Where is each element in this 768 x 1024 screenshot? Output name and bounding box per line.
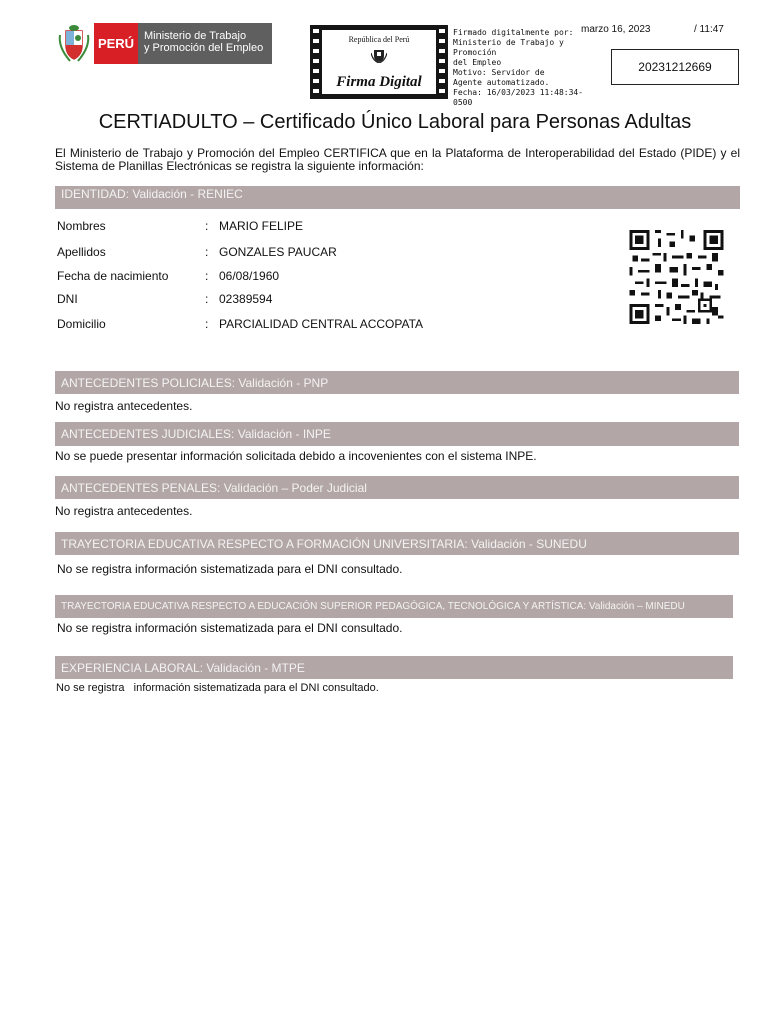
identity-label-apellidos: Apellidos (57, 245, 106, 259)
page-title: CERTIADULTO – Certificado Único Laboral para Personas Adultas (98, 111, 692, 133)
identity-colon: : (205, 269, 209, 283)
judicial-records-text: No se puede presentar información solicitada debido a incovenientes con el sistema INPE. (55, 449, 537, 463)
identity-colon: : (205, 245, 209, 259)
identity-value-birthdate: 06/08/1960 (219, 269, 280, 283)
university-education-text: No se registra información sistematizada para el DNI consultado. (57, 562, 403, 576)
certificate-code: 20231212669 (611, 49, 739, 85)
identity-colon: : (205, 317, 209, 331)
stamp-republic-text: República del Perú (348, 35, 410, 44)
work-experience-text: No se registra información sistematizada para el DNI consultado. (56, 682, 379, 694)
criminal-records-header: ANTECEDENTES PENALES: Validación – Poder Judicial (55, 476, 739, 499)
identity-value-apellidos: GONZALES PAUCAR (219, 245, 337, 259)
judicial-records-header: ANTECEDENTES JUDICIALES: Validación - INPE (55, 422, 739, 446)
qr-code (627, 230, 726, 324)
stamp-firma-text: Firma Digital (336, 74, 422, 90)
identity-label-birthdate: Fecha de nacimiento (57, 269, 169, 283)
university-education-header: TRAYECTORIA EDUCATIVA RESPECTO A FORMACIÓN UNIVERSITARIA: Validación - SUNEDU (55, 532, 739, 555)
issue-date: marzo 16, 2023 (581, 24, 651, 35)
signature-details: Firmado digitalmente por: Ministerio de Trabajo y Promoción del Empleo Motivo: Servidor de Agente automatizado. Fecha: 16/03/2023 11:48:34-0500 (453, 28, 584, 107)
criminal-records-text: No registra antecedentes. (55, 504, 193, 518)
digital-signature-stamp (310, 25, 448, 99)
identity-section-header: IDENTIDAD: Validación - RENIEC (55, 186, 740, 209)
police-records-text: No registra antecedentes. (55, 399, 193, 413)
identity-value-dni: 02389594 (219, 292, 273, 306)
work-experience-header: EXPERIENCIA LABORAL: Validación - MTPE (55, 656, 733, 679)
identity-value-domicilio: PARCIALIDAD CENTRAL ACCOPATA (219, 317, 424, 331)
identity-colon: : (205, 292, 209, 306)
identity-label-domicilio: Domicilio (57, 317, 106, 331)
higher-education-header: TRAYECTORIA EDUCATIVA RESPECTO A EDUCACIÓN SUPERIOR PEDAGÓGICA, TECNOLÓGICA Y ARTÍSTICA: Validación – MINEDU (55, 595, 733, 618)
identity-label-nombres: Nombres (57, 219, 106, 233)
intro-paragraph: El Ministerio de Trabajo y Promoción del Empleo CERTIFICA que en la Plataforma de Interoperabilidad del Estado (PIDE) y el Sistema de Planillas Electrónicas se registra la siguiente información: (55, 146, 740, 173)
police-records-header: ANTECEDENTES POLICIALES: Validación - PNP (55, 371, 739, 394)
emblem-icon (371, 47, 387, 63)
identity-label-dni: DNI (57, 292, 78, 306)
peru-label: PERÚ (94, 23, 138, 64)
higher-education-text: No se registra información sistematizada para el DNI consultado. (57, 621, 403, 635)
coat-of-arms-icon (56, 23, 92, 64)
identity-value-nombres: MARIO FELIPE (219, 219, 304, 233)
ministry-logo (56, 23, 272, 64)
issue-time: / 11:47 (694, 24, 724, 35)
identity-colon: : (205, 219, 209, 233)
ministry-name: Ministerio de Trabajo y Promoción del Empleo (138, 23, 272, 64)
